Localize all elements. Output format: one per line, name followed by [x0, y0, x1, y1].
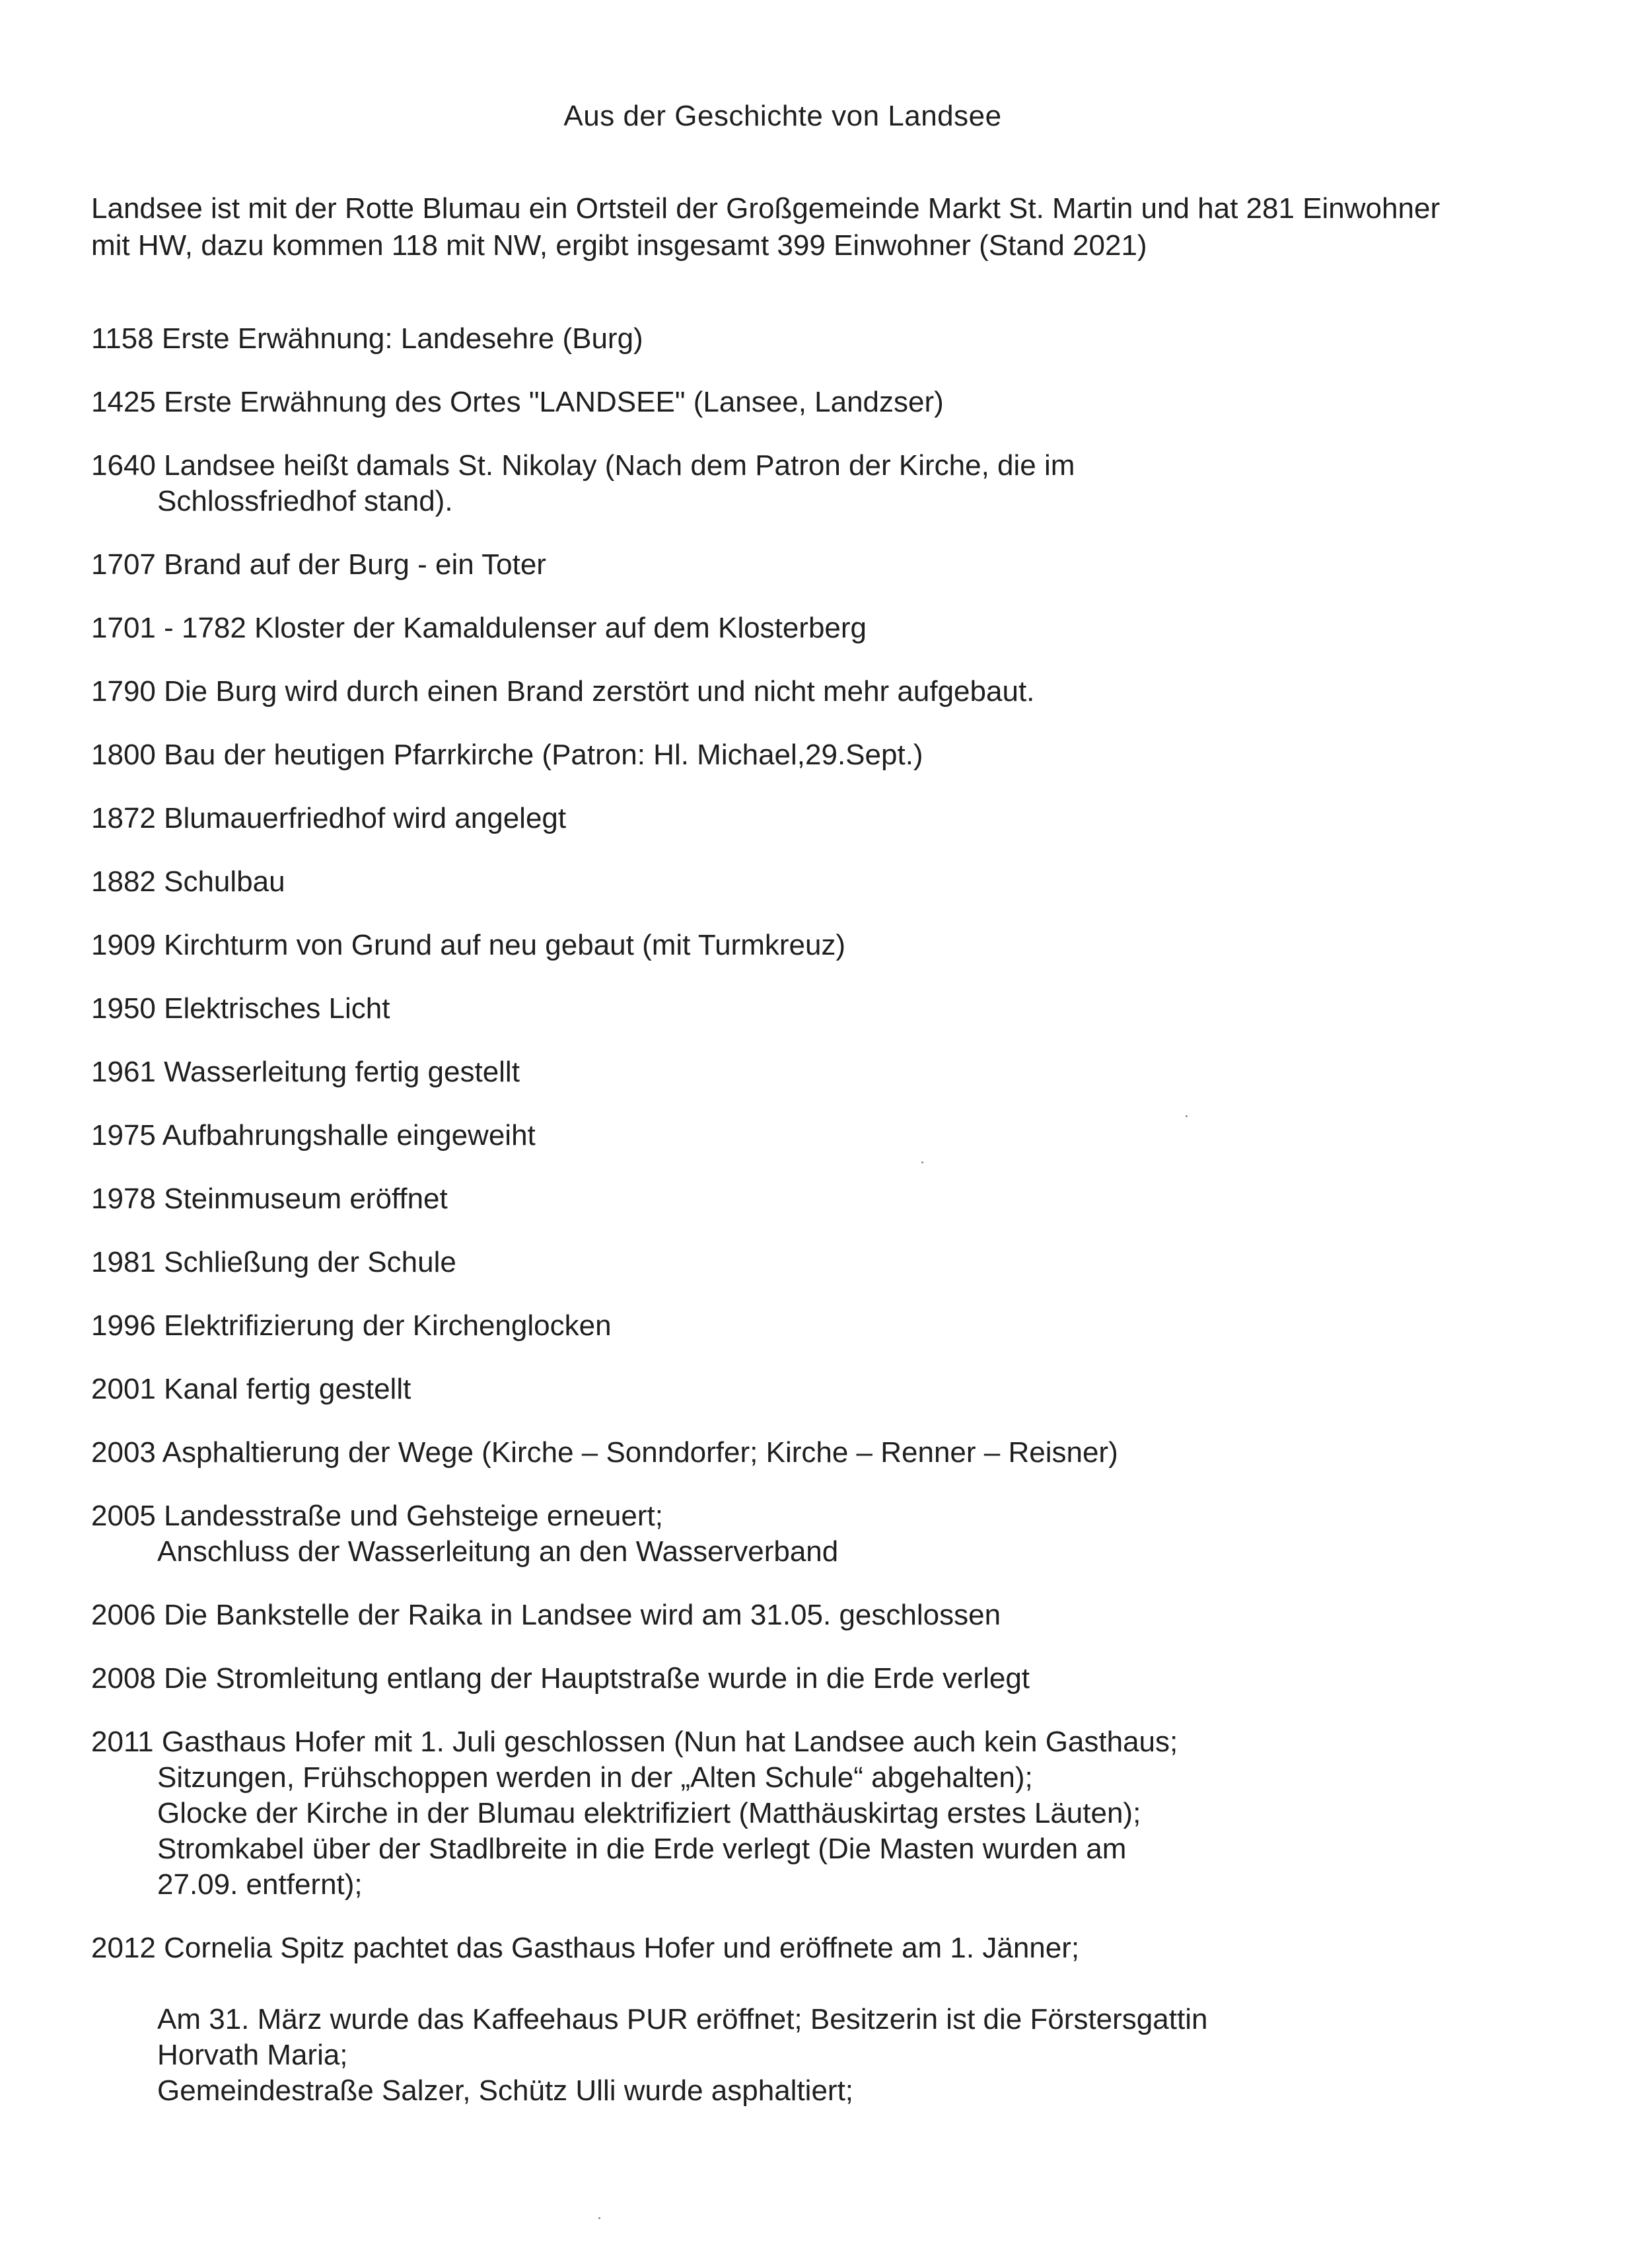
- entry-continuation: 27.09. entfernt);: [157, 1868, 363, 1901]
- entry-text: 1790 Die Burg wird durch einen Brand zerstört und nicht mehr aufgebaut.: [91, 675, 1035, 708]
- timeline-entry: [91, 1181, 1544, 1217]
- entry-text: 1158 Erste Erwähnung: Landesehre (Burg): [91, 322, 643, 355]
- entry-text: 2011 Gasthaus Hofer mit 1. Juli geschlossen (Nun hat Landsee auch kein Gasthaus;: [91, 1726, 1178, 1758]
- timeline-entry: [91, 1661, 1544, 1697]
- entry-text: 1975 Aufbahrungshalle eingeweiht: [91, 1119, 536, 1152]
- entry-continuation: Stromkabel über der Stadlbreite in die Erde verlegt (Die Masten wurden am: [157, 1833, 1127, 1865]
- entry-text: 1961 Wasserleitung fertig gestellt: [91, 1056, 520, 1088]
- timeline-entry: [91, 1372, 1544, 1407]
- entry-text: 2005 Landesstraße und Gehsteige erneuert;: [91, 1500, 663, 1532]
- entry-text: 1996 Elektrifizierung der Kirchenglocken: [91, 1309, 612, 1342]
- entry-text: 1872 Blumauerfriedhof wird angelegt: [91, 802, 567, 834]
- timeline-entry: [91, 674, 1544, 710]
- timeline-entry: [91, 1597, 1544, 1633]
- page-title: Aus der Geschichte von Landsee: [563, 100, 1002, 132]
- entry-text: 1425 Erste Erwähnung des Ortes "LANDSEE" (Lansee, Landzser): [91, 386, 944, 418]
- scan-speck: [1186, 1115, 1188, 1117]
- entry-text: 2006 Die Bankstelle der Raika in Landsee wird am 31.05. geschlossen: [91, 1599, 1001, 1631]
- timeline-list: [91, 321, 1544, 2137]
- timeline-entry: [91, 1930, 1544, 2109]
- timeline-entry: [91, 448, 1544, 519]
- timeline-entry: [91, 991, 1544, 1027]
- entry-continuation: Schlossfriedhof stand).: [157, 485, 453, 517]
- entry-continuation: Horvath Maria;: [157, 2039, 348, 2071]
- timeline-entry: [91, 1724, 1544, 1903]
- intro-line: Landsee ist mit der Rotte Blumau ein Ortsteil der Großgemeinde Markt St. Martin und hat 281 Einwohner: [91, 192, 1441, 225]
- timeline-entry: [91, 928, 1544, 963]
- entry-text: 1981 Schließung der Schule: [91, 1246, 456, 1278]
- entry-text: 2003 Asphaltierung der Wege (Kirche – Sonndorfer; Kirche – Renner – Reisner): [91, 1436, 1118, 1469]
- entry-continuation: Glocke der Kirche in der Blumau elektrifiziert (Matthäuskirtag erstes Läuten);: [157, 1797, 1141, 1829]
- entry-text: 2008 Die Stromleitung entlang der Hauptstraße wurde in die Erde verlegt: [91, 1662, 1030, 1695]
- entry-text: 1882 Schulbau: [91, 865, 285, 898]
- timeline-entry: [91, 384, 1544, 420]
- entry-text: 1640 Landsee heißt damals St. Nikolay (Nach dem Patron der Kirche, die im: [91, 449, 1075, 482]
- entry-spacer: [91, 1966, 1544, 2002]
- entry-text: 1950 Elektrisches Licht: [91, 992, 390, 1025]
- entry-text: 1701 - 1782 Kloster der Kamaldulenser auf dem Klosterberg: [91, 612, 867, 644]
- entry-text: 1978 Steinmuseum eröffnet: [91, 1183, 448, 1215]
- entry-text: 1800 Bau der heutigen Pfarrkirche (Patron: Hl. Michael,29.Sept.): [91, 739, 923, 771]
- timeline-entry: [91, 321, 1544, 357]
- timeline-entry: [91, 801, 1544, 836]
- timeline-entry: [91, 547, 1544, 583]
- timeline-entry: [91, 1498, 1544, 1570]
- entry-continuation: Gemeindestraße Salzer, Schütz Ulli wurde asphaltiert;: [157, 2074, 854, 2107]
- entry-text: 2001 Kanal fertig gestellt: [91, 1373, 411, 1405]
- timeline-entry: [91, 610, 1544, 646]
- intro-line: mit HW, dazu kommen 118 mit NW, ergibt insgesamt 399 Einwohner (Stand 2021): [91, 229, 1147, 262]
- timeline-entry: [91, 1245, 1544, 1280]
- entry-continuation: Sitzungen, Frühschoppen werden in der „Alten Schule“ abgehalten);: [157, 1761, 1033, 1794]
- timeline-entry: [91, 1118, 1544, 1153]
- timeline-entry: [91, 737, 1544, 773]
- timeline-entry: [91, 1054, 1544, 1090]
- entry-continuation: Anschluss der Wasserleitung an den Wasserverband: [157, 1535, 839, 1568]
- scan-speck: [598, 2217, 600, 2219]
- intro-paragraph: [91, 190, 1544, 264]
- entry-continuation: Am 31. März wurde das Kaffeehaus PUR eröffnet; Besitzerin ist die Förstersgattin: [157, 2003, 1208, 2035]
- entry-text: 2012 Cornelia Spitz pachtet das Gasthaus Hofer und eröffnete am 1. Jänner;: [91, 1932, 1080, 1964]
- timeline-entry: [91, 1435, 1544, 1471]
- entry-text: 1707 Brand auf der Burg - ein Toter: [91, 548, 546, 581]
- timeline-entry: [91, 864, 1544, 900]
- entry-text: 1909 Kirchturm von Grund auf neu gebaut (mit Turmkreuz): [91, 929, 846, 961]
- scan-speck: [921, 1161, 923, 1163]
- timeline-entry: [91, 1308, 1544, 1344]
